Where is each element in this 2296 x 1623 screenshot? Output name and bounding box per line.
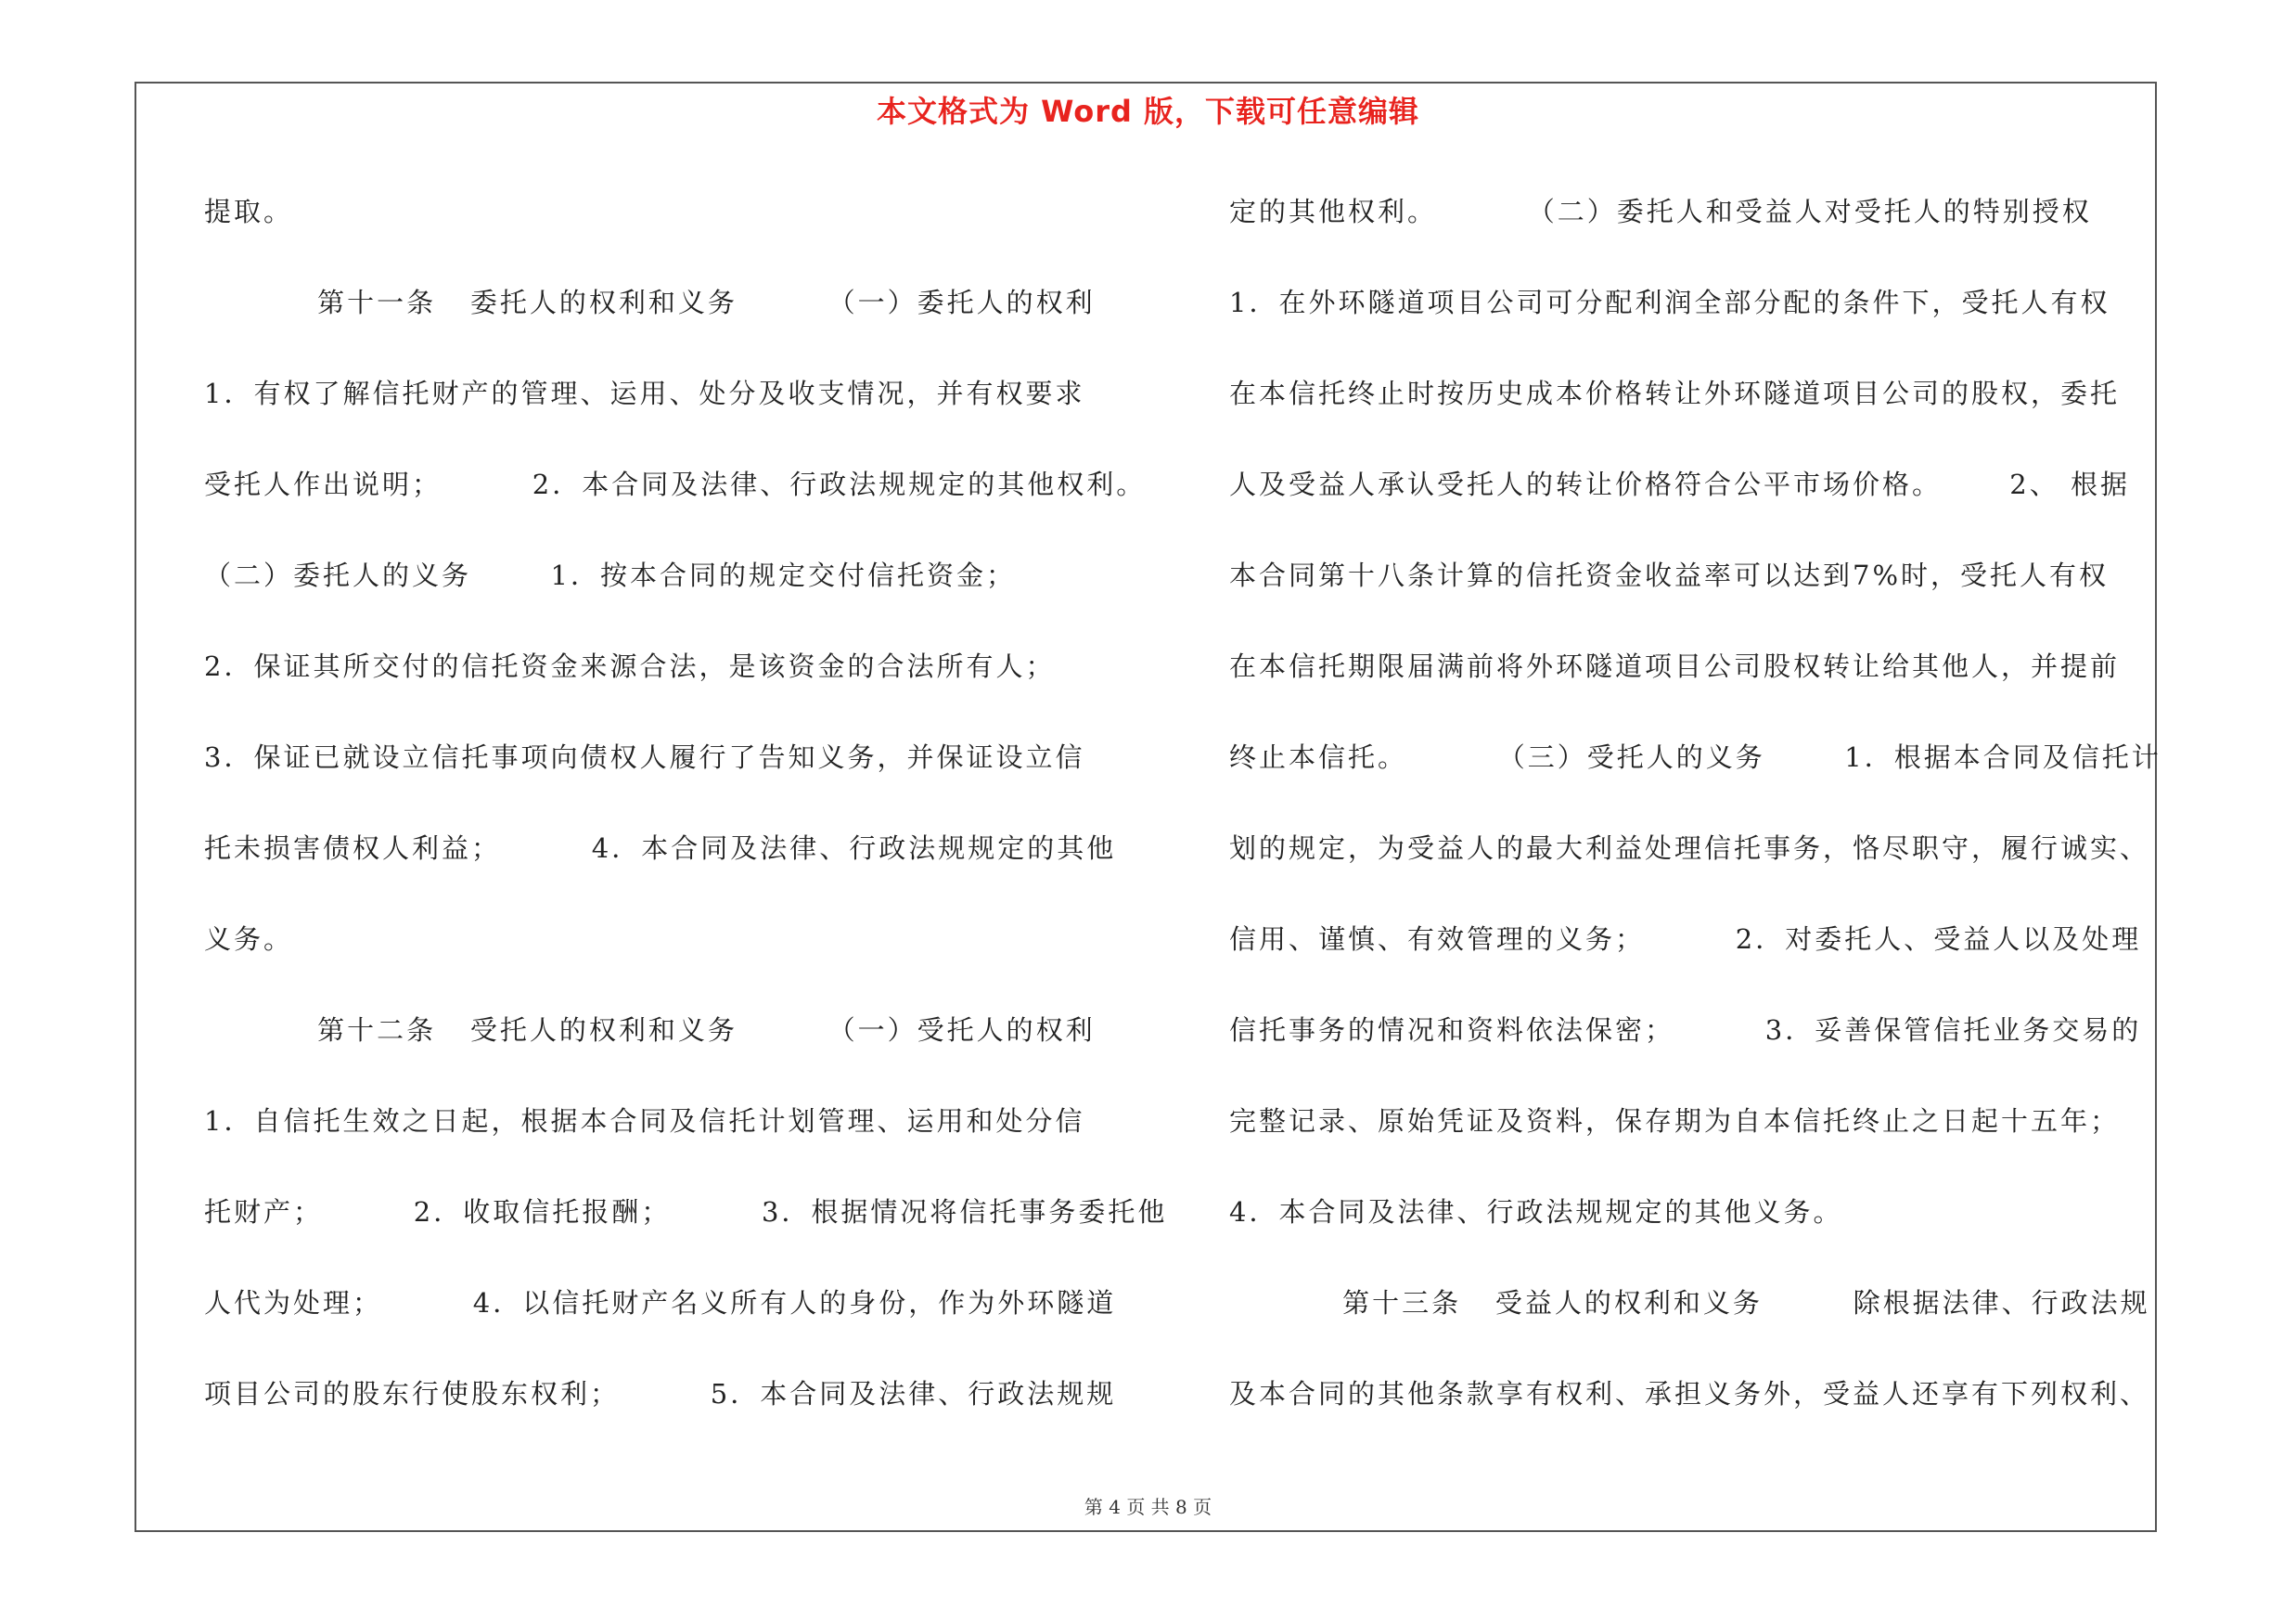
text-line: 1．有权了解信托财产的管理、运用、处分及收支情况，并有权要求 (204, 378, 1085, 409)
text-line: 义务。 (204, 923, 294, 955)
text-line: 在本信托期限届满前将外环隧道项目公司股权转让给其他人，并提前 (1229, 650, 2121, 682)
text-line: 终止本信托。 （三）受托人的义务 1．根据本合同及信托计 (1229, 741, 2161, 773)
text-line: 项目公司的股东行使股东权利； 5．本合同及法律、行政法规规 (204, 1378, 1117, 1410)
text-line: （二）委托人的义务 1．按本合同的规定交付信托资金； (204, 560, 1016, 591)
page-number-footer: 第 4 页 共 8 页 (1084, 1496, 1212, 1518)
text-line: 受托人作出说明； 2．本合同及法律、行政法规规定的其他权利。 (204, 469, 1147, 500)
text-line: 第十三条 受益人的权利和义务 除根据法律、行政法规 (1229, 1287, 2150, 1319)
text-line: 第十一条 委托人的权利和义务 （一）委托人的权利 (204, 287, 1096, 318)
text-line: 托财产； 2．收取信托报酬； 3．根据情况将信托事务委托他 (204, 1196, 1168, 1228)
text-line: 信用、谨慎、有效管理的义务； 2．对委托人、受益人以及处理 (1229, 923, 2142, 955)
text-line: 完整记录、原始凭证及资料，保存期为自本信托终止之日起十五年； (1229, 1105, 2121, 1137)
text-line: 人代为处理； 4．以信托财产名义所有人的身份，作为外环隧道 (204, 1287, 1117, 1319)
right-text-column (1229, 184, 2161, 1457)
text-line: 3．保证已就设立信托事项向债权人履行了告知义务，并保证设立信 (204, 741, 1085, 773)
text-line: 提取。 (204, 196, 294, 227)
text-line: 第十二条 受托人的权利和义务 （一）受托人的权利 (204, 1014, 1096, 1046)
text-line: 本合同第十八条计算的信托资金收益率可以达到7%时，受托人有权 (1229, 560, 2110, 591)
text-line: 人及受益人承认受托人的转让价格符合公平市场价格。 2、 根据 (1229, 469, 2130, 500)
text-line: 1．自信托生效之日起，根据本合同及信托计划管理、运用和处分信 (204, 1105, 1085, 1137)
text-line: 在本信托终止时按历史成本价格转让外环隧道项目公司的股权，委托 (1229, 378, 2121, 409)
text-line: 信托事务的情况和资料依法保密； 3．妥善保管信托业务交易的 (1229, 1014, 2142, 1046)
text-line: 4．本合同及法律、行政法规规定的其他义务。 (1229, 1196, 1843, 1228)
text-line: 1．在外环隧道项目公司可分配利润全部分配的条件下，受托人有权 (1229, 287, 2110, 318)
left-text-column (204, 184, 1168, 1457)
text-line: 2．保证其所交付的信托资金来源合法，是该资金的合法所有人； (204, 650, 1056, 682)
text-line: 划的规定，为受益人的最大利益处理信托事务，恪尽职守，履行诚实、 (1229, 832, 2150, 864)
text-line: 托未损害债权人利益； 4．本合同及法律、行政法规规定的其他 (204, 832, 1117, 864)
text-line: 及本合同的其他条款享有权利、承担义务外，受益人还享有下列权利、 (1229, 1378, 2150, 1410)
text-line: 定的其他权利。 （二）委托人和受益人对受托人的特别授权 (1229, 196, 2092, 227)
editable-format-banner: 本文格式为 Word 版，下载可任意编辑 (876, 94, 1420, 129)
